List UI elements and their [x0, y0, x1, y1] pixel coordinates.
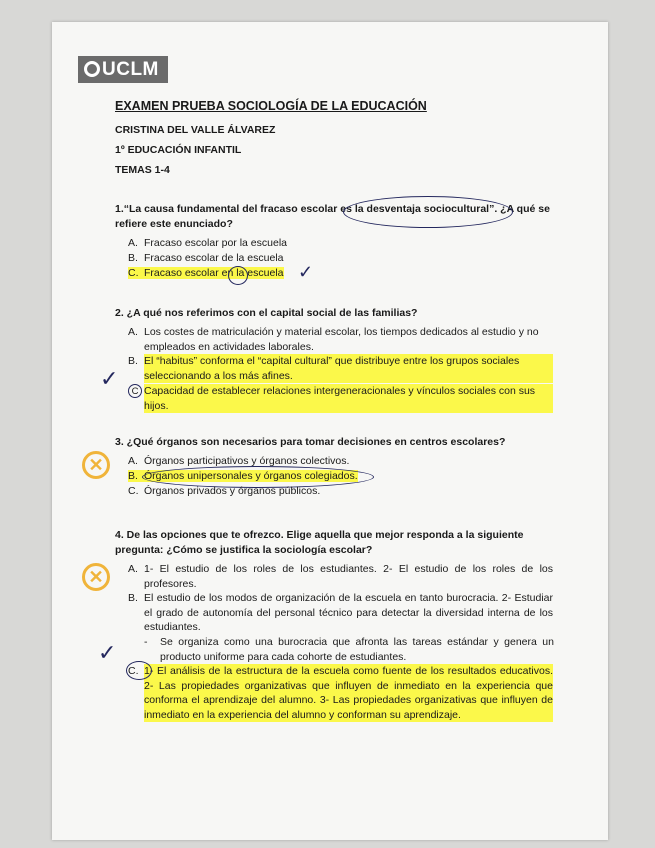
wrong-mark-icon: ✕ [82, 451, 110, 479]
question-1: 1.“La causa fundamental del fracaso escolar es la desventaja sociocultural”. ¿A qué se refiere este enunciado? [115, 203, 550, 230]
q2-option-c[interactable] [128, 384, 553, 413]
option-text: Órganos privados y órganos públicos. [144, 485, 321, 497]
option-letter: B. [128, 252, 138, 264]
option-letter: C [128, 384, 142, 398]
check-mark-icon: ✓ [298, 262, 314, 282]
option-letter: B. [128, 355, 138, 367]
q3-option-a[interactable] [128, 454, 553, 469]
option-text: Capacidad de establecer relaciones intergeneracionales y vínculos sociales con sus hijos. [144, 384, 553, 413]
option-text: 1- El análisis de la estructura de la escuela como fuente de los resultados educativos. 2- Las propiedades organizativas que influyen de inmediato en la experiencia que conforma el aprendizaje del alumno. 3- Las propiedades organizativas que influyen de inmediato en la experiencia del alumno y conforman su aprendizaje. [144, 665, 553, 721]
topics-label: TEMAS 1-4 [115, 164, 170, 176]
q1-option-c[interactable] [128, 266, 553, 281]
q4-option-b-note [144, 635, 554, 664]
student-name: CRISTINA DEL VALLE ÁLVAREZ [115, 124, 276, 136]
q4-option-c[interactable] [128, 664, 553, 722]
logo-text: UCLM [102, 59, 159, 80]
option-letter: A. [128, 563, 138, 575]
q3-option-c[interactable] [128, 484, 553, 499]
uclm-logo [78, 56, 168, 83]
note-text: Se organiza como una burocracia que afronta las tareas estándar y genera un producto uniforme para cada cohorte de estudiantes. [160, 636, 554, 663]
question-2: 2. ¿A qué nos referimos con el capital social de las familias? [115, 307, 418, 319]
option-text: Fracaso escolar en la escuela [144, 267, 284, 279]
q4-option-a[interactable] [128, 562, 553, 591]
course-label: 1º EDUCACIÓN INFANTIL [115, 144, 242, 156]
check-mark-icon: ✓ [98, 640, 117, 665]
q2-option-a[interactable] [128, 325, 553, 354]
q2-option-b[interactable] [128, 354, 553, 383]
option-text: Órganos unipersonales y órganos colegiados. [144, 470, 358, 482]
option-text: El “habitus” conforma el “capital cultural” que distribuye entre los grupos sociales seleccionando a los más afines. [144, 354, 553, 383]
option-letter: A. [128, 237, 138, 249]
q4-option-b[interactable] [128, 591, 553, 635]
q1-option-b[interactable] [128, 251, 553, 266]
q1-option-a[interactable] [128, 236, 553, 251]
option-text: El estudio de los modos de organización de la escuela en tanto burocracia. 2- Estudiar el grado de autonomía del personal técnico para detectar la diversidad interna de los estudiantes. [144, 592, 553, 633]
option-letter: B. [128, 592, 138, 604]
q3-option-b[interactable] [128, 469, 553, 484]
exam-title: EXAMEN PRUEBA SOCIOLOGÍA DE LA EDUCACIÓN [115, 99, 427, 113]
question-4: 4. De las opciones que te ofrezco. Elige aquella que mejor responda a la siguiente pregunta: ¿Cómo se justifica la sociología escolar? [115, 529, 524, 556]
option-text: 1- El estudio de los roles de los estudiantes. 2- El estudio de los roles de los profesores. [144, 563, 553, 590]
check-mark-icon: ✓ [100, 366, 119, 391]
wrong-mark-icon: ✕ [82, 563, 110, 591]
option-letter: B. [128, 470, 138, 482]
option-text: Fracaso escolar por la escuela [144, 237, 287, 249]
option-letter: C. [128, 267, 139, 279]
option-text: Fracaso escolar de la escuela [144, 252, 284, 264]
option-letter: C. [128, 665, 139, 677]
bullet-dash: - [144, 636, 148, 648]
option-letter: A. [128, 455, 138, 467]
option-letter: A. [128, 326, 138, 338]
option-text: Órganos participativos y órganos colectivos. [144, 455, 350, 467]
uclm-emblem-icon [84, 61, 100, 77]
option-letter: C. [128, 485, 139, 497]
question-3: 3. ¿Qué órganos son necesarios para tomar decisiones en centros escolares? [115, 436, 506, 448]
option-text: Los costes de matriculación y material escolar, los tiempos dedicados al estudio y no empleados en actividades laborales. [144, 326, 539, 353]
